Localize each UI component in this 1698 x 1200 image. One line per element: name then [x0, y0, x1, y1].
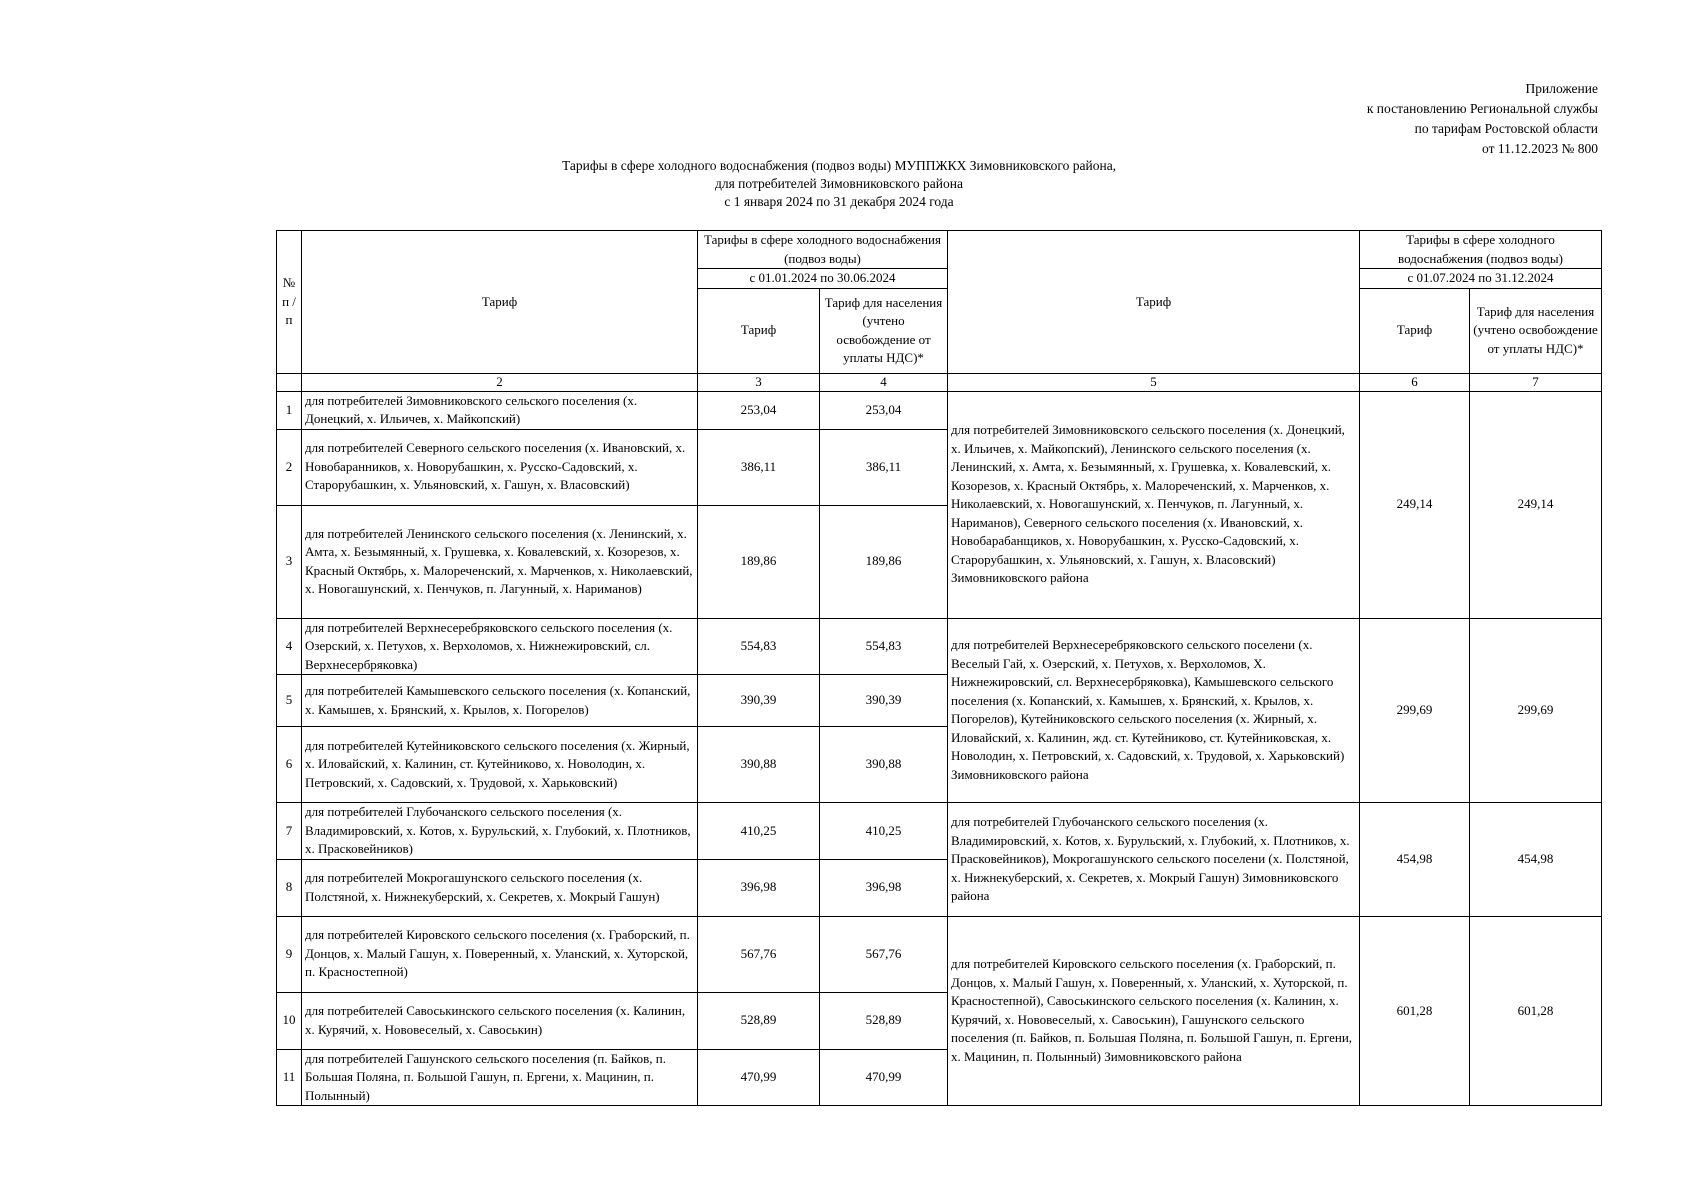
colnum-blank: [277, 373, 302, 391]
header-tariff-col-2: Тариф: [1360, 288, 1470, 373]
group-tariff: 454,98: [1360, 803, 1470, 917]
table-row: [277, 618, 1602, 675]
row-consumer: для потребителей Кировского сельского поселения (х. Граборский, п. Донцов, х. Малый Гашун, х. Поверенный, х. Уланский, х. Хуторской, п. Красностепной): [302, 916, 698, 992]
row-pop-tariff: 390,88: [820, 727, 948, 803]
row-number: 5: [277, 675, 302, 727]
group-tariff: 601,28: [1360, 916, 1470, 1106]
row-tariff: 390,39: [698, 675, 820, 727]
group-tariff: 249,14: [1360, 391, 1470, 618]
row-pop-tariff: 470,99: [820, 1049, 948, 1106]
row-number: 3: [277, 505, 302, 618]
table-row: [277, 916, 1602, 992]
group-pop-tariff: 601,28: [1470, 916, 1602, 1106]
row-tariff: 189,86: [698, 505, 820, 618]
group-consumer: для потребителей Кировского сельского поселения (х. Граборский, п. Донцов, х. Малый Гашун, х. Поверенный, х. Уланский, х. Хуторской, п. Красностепной), Савоськинского сельского поселения (х. Калинин, х. Курячий, х. Нововеселый, х. Савоськин), Гашунского сельского поселения (п. Байков, п. Большая Поляна, п. Большой Гашун, п. Ергени, х. Мацинин, п. Полынный) Зимовниковского района: [948, 916, 1360, 1106]
row-tariff: 567,76: [698, 916, 820, 992]
colnum: 6: [1360, 373, 1470, 391]
row-number: 2: [277, 429, 302, 505]
tariff-table: [276, 230, 1602, 1106]
row-consumer: для потребителей Зимовниковского сельского поселения (х. Донецкий, х. Ильичев, х. Майкопский): [302, 391, 698, 429]
appendix-line-3: по тарифам Ростовской области: [1414, 121, 1598, 136]
row-consumer: для потребителей Северного сельского поселения (х. Ивановский, х. Новобаранников, х. Новорубашкин, х. Русско-Садовский, х. Старорубашкин, х. Ульяновский, х. Гашун, х. Власовский): [302, 429, 698, 505]
row-pop-tariff: 390,39: [820, 675, 948, 727]
row-pop-tariff: 567,76: [820, 916, 948, 992]
row-pop-tariff: 410,25: [820, 803, 948, 860]
row-tariff: 253,04: [698, 391, 820, 429]
header-group-1: Тарифы в сфере холодного водоснабжения (подвоз воды): [698, 231, 948, 269]
header-tariff-col-1: Тариф: [698, 288, 820, 373]
colnum: 4: [820, 373, 948, 391]
row-number: 1: [277, 391, 302, 429]
table-row: [277, 803, 1602, 860]
appendix-block: [1367, 79, 1598, 159]
row-pop-tariff: 189,86: [820, 505, 948, 618]
row-consumer: для потребителей Гашунского сельского поселения (п. Байков, п. Большая Поляна, п. Большой Гашун, п. Ергени, х. Мацинин, п. Полынный): [302, 1049, 698, 1106]
colnum: 3: [698, 373, 820, 391]
title-line-2: для потребителей Зимовниковского района: [714, 176, 963, 191]
row-number: 8: [277, 859, 302, 916]
row-pop-tariff: 554,83: [820, 618, 948, 675]
group-pop-tariff: 299,69: [1470, 618, 1602, 803]
colnum: 5: [948, 373, 1360, 391]
row-number: 6: [277, 727, 302, 803]
appendix-line-2: к постановлению Региональной службы: [1366, 101, 1598, 116]
header-pop-col-1: Тариф для населения (учтено освобождение от уплаты НДС)*: [820, 288, 948, 373]
group-consumer: для потребителей Верхнесеребряковского сельского поселени (х. Веселый Гай, х. Озерский, х. Петухов, х. Верхоломов, Х. Нижнежировский, сл. Верхнесербряковка), Камышевского сельского поселения (х. Копанский, х. Камышев, х. Брянский, х. Крылов, х. Погорелов), Кутейниковского сельского поселения (х. Жирный, х. Иловайский, х. Калинин, жд. ст. Кутейниково, ст. Кутейниковская, х. Новолодин, х. Петровский, х. Садовский, х. Трудовой, х. Харьковский) Зимовниковского района: [948, 618, 1360, 803]
row-number: 4: [277, 618, 302, 675]
row-consumer: для потребителей Савоськинского сельского поселения (х. Калинин, х. Курячий, х. Нововеселый, х. Савоськин): [302, 992, 698, 1049]
row-tariff: 390,88: [698, 727, 820, 803]
row-tariff: 528,89: [698, 992, 820, 1049]
row-consumer: для потребителей Верхнесеребряковского сельского поселения (х. Озерский, х. Петухов, х. Верхоломов, х. Нижнежировский, сл. Верхнесербряковка): [302, 618, 698, 675]
group-pop-tariff: 249,14: [1470, 391, 1602, 618]
header-num: № п /п: [277, 231, 302, 374]
title-line-3: с 1 января 2024 по 31 декабря 2024 года: [724, 194, 954, 209]
group-pop-tariff: 454,98: [1470, 803, 1602, 917]
appendix-line-1: Приложение: [1525, 81, 1598, 96]
table-row: [277, 391, 1602, 429]
row-tariff: 386,11: [698, 429, 820, 505]
row-tariff: 554,83: [698, 618, 820, 675]
row-number: 7: [277, 803, 302, 860]
group-consumer: для потребителей Глубочанского сельского поселения (х. Владимировский, х. Котов, х. Бурульский, х. Глубокий, х. Плотников, х. Прасковейников), Мокрогашунского сельского поселени (х. Полстяной, х. Нижнекуберский, х. Секретев, х. Мокрый Гашун) Зимовниковского района: [948, 803, 1360, 917]
group-tariff: 299,69: [1360, 618, 1470, 803]
row-pop-tariff: 396,98: [820, 859, 948, 916]
title-line-1: Тарифы в сфере холодного водоснабжения (подвоз воды) МУППЖКХ Зимовниковского района,: [561, 158, 1117, 173]
row-consumer: для потребителей Ленинского сельского поселения (х. Ленинский, х. Амта, х. Безымянный, х. Грушевка, х. Ковалевский, х. Козорезов, х. Красный Октябрь, х. Малореченский, х. Марченков, х. Николаевский, х. Новогашунский, х. Пенчуков, п. Лагунный, х. Нариманов): [302, 505, 698, 618]
header-period-2: с 01.07.2024 по 31.12.2024: [1360, 269, 1602, 289]
header-group-2: Тарифы в сфере холодного водоснабжения (подвоз воды): [1360, 231, 1602, 269]
header-tariff-1: Тариф: [302, 231, 698, 374]
row-consumer: для потребителей Кутейниковского сельского поселения (х. Жирный, х. Иловайский, х. Калинин, ст. Кутейниково, х. Новолодин, х. Петровский, х. Садовский, х. Трудовой, х. Харьковский): [302, 727, 698, 803]
row-number: 10: [277, 992, 302, 1049]
row-consumer: для потребителей Мокрогашунского сельского поселения (х. Полстяной, х. Нижнекуберский, х. Секретев, х. Мокрый Гашун): [302, 859, 698, 916]
row-tariff: 396,98: [698, 859, 820, 916]
row-number: 11: [277, 1049, 302, 1106]
row-tariff: 470,99: [698, 1049, 820, 1106]
row-pop-tariff: 253,04: [820, 391, 948, 429]
row-tariff: 410,25: [698, 803, 820, 860]
colnum: 7: [1470, 373, 1602, 391]
row-consumer: для потребителей Глубочанского сельского поселения (х. Владимировский, х. Котов, х. Бурульский, х. Глубокий, х. Плотников, х. Прасковейников): [302, 803, 698, 860]
appendix-line-4: от 11.12.2023 № 800: [1482, 141, 1598, 156]
header-tariff-2: Тариф: [948, 231, 1360, 374]
row-number: 9: [277, 916, 302, 992]
group-consumer: для потребителей Зимовниковского сельского поселения (х. Донецкий, х. Ильичев, х. Майкопский), Ленинского сельского поселения (х. Ленинский, х. Амта, х. Безымянный, х. Грушевка, х. Ковалевский, х. Козорезов, х. Красный Октябрь, х. Малореченский, х. Марченков, х. Николаевский, х. Новогашунский, х. Пенчуков, п. Лагунный, х. Нариманов), Северного сельского поселения (х. Ивановский, х. Новобарабанщиков, х. Новорубашкин, х. Русско-Садовский, х. Старорубашкин, х. Ульяновский, х. Гашун, х. Власовский) Зимовниковского района: [948, 391, 1360, 618]
row-consumer: для потребителей Камышевского сельского поселения (х. Копанский, х. Камышев, х. Брянский, х. Крылов, х. Погорелов): [302, 675, 698, 727]
colnum: 2: [302, 373, 698, 391]
header-pop-col-2: Тариф для населения (учтено освобождение от уплаты НДС)*: [1470, 288, 1602, 373]
row-pop-tariff: 386,11: [820, 429, 948, 505]
document-title: [0, 157, 1698, 211]
row-pop-tariff: 528,89: [820, 992, 948, 1049]
header-period-1: с 01.01.2024 по 30.06.2024: [698, 269, 948, 289]
